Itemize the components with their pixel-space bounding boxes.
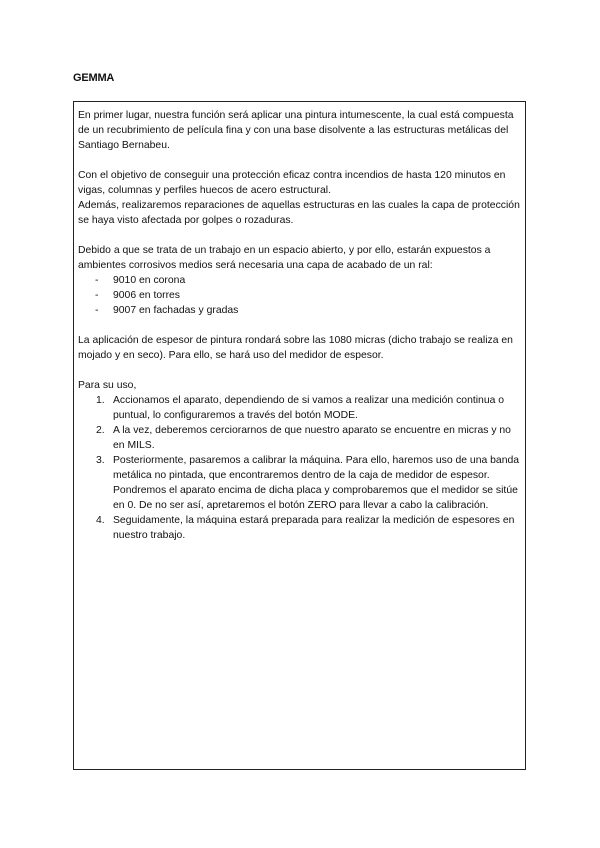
step-number: 1. (96, 395, 105, 406)
list-item (78, 453, 521, 513)
step-number: 4. (96, 515, 105, 526)
document-title: GEMMA (73, 72, 115, 84)
step-number: 3. (96, 455, 105, 466)
ral-list (78, 273, 521, 318)
paragraph-objective: Con el objetivo de conseguir una protección eficaz contra incendios de hasta 120 minutos en vigas, columnas y perfiles huecos de acero estructural. (78, 170, 506, 196)
step-number: 2. (96, 425, 105, 436)
list-item (78, 393, 521, 423)
paragraph-thickness: La aplicación de espesor de pintura rondará sobre las 1080 micras (dicho trabajo se realiza en mojado y en seco). Para ello, se hará uso del medidor de espesor. (78, 335, 513, 361)
paragraph-ral-intro: Debido a que se trata de un trabajo en un espacio abierto, y por ello, estarán expuestos a ambientes corrosivos medios será necesaria una capa de acabado de un ral: (78, 245, 491, 271)
list-marker: - (95, 290, 99, 301)
step-text: A la vez, deberemos cerciorarnos de que nuestro aparato se encuentre en micras y no en MILS. (113, 425, 511, 451)
paragraph-intro: En primer lugar, nuestra función será aplicar una pintura intumescente, la cual está compuesta de un recubrimiento de película fina y con una base disolvente a las estructuras metálicas del Santiago Bernabeu. (78, 110, 514, 151)
paragraph-usage-intro: Para su uso, (78, 380, 137, 391)
step-text: Seguidamente, la máquina estará preparada para realizar la medición de espesores en nuestro trabajo. (113, 515, 515, 541)
list-item (78, 288, 521, 303)
list-marker: - (95, 275, 99, 286)
step-text: Posteriormente, pasaremos a calibrar la máquina. Para ello, haremos uso de una banda metálica no pintada, que encontraremos dentro de la caja de medidor de espesor. Pondremos el aparato encima de dicha placa y comprobaremos que el medidor se sitúe en 0. De no ser así, apretaremos el botón ZERO para llevar a cabo la calibración. (113, 455, 520, 511)
list-item (78, 513, 521, 543)
paragraph-repairs: Además, realizaremos reparaciones de aquellas estructuras en las cuales la capa de protección se haya visto afectada por golpes o rozaduras. (78, 200, 520, 226)
list-item (78, 303, 521, 318)
content-box (73, 101, 526, 770)
usage-steps (78, 393, 521, 543)
step-text: Accionamos el aparato, dependiendo de si vamos a realizar una medición continua o puntual, lo configuraremos a través del botón MODE. (113, 395, 505, 421)
list-item (78, 423, 521, 453)
list-item-text: 9006 en torres (113, 290, 181, 301)
list-item-text: 9010 en corona (113, 275, 186, 286)
list-marker: - (95, 305, 99, 316)
list-item (78, 273, 521, 288)
list-item-text: 9007 en fachadas y gradas (113, 305, 239, 316)
